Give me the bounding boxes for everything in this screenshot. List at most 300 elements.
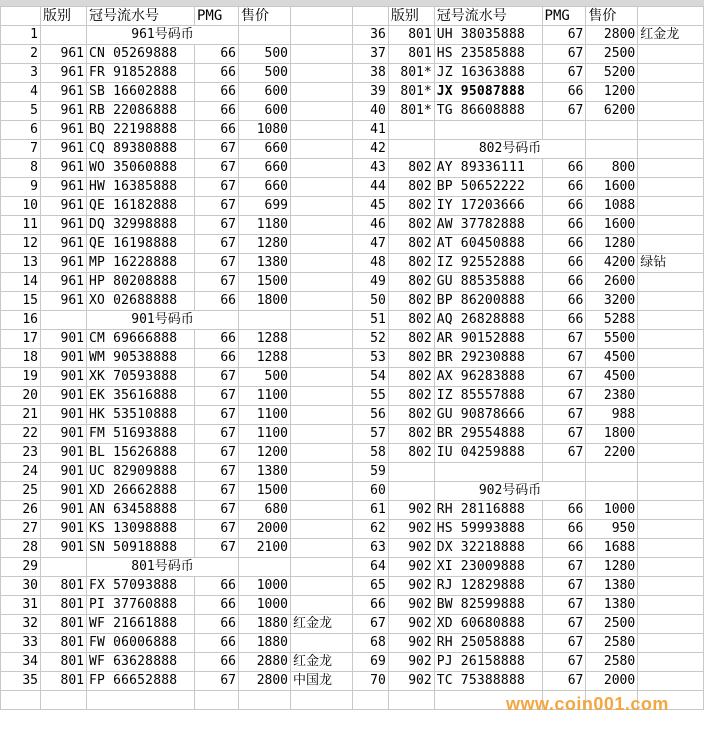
row-number[interactable]: 60	[353, 482, 389, 501]
note-cell[interactable]	[291, 349, 353, 368]
serial-cell[interactable]: SN 50918888	[87, 539, 195, 558]
serial-cell[interactable]: WF 63628888	[87, 653, 195, 672]
pmg-grade-cell[interactable]: 67	[542, 64, 586, 83]
pmg-grade-cell[interactable]: 67	[542, 102, 586, 121]
row-number[interactable]: 49	[353, 273, 389, 292]
note-cell[interactable]: 绿钻	[638, 254, 704, 273]
price-cell[interactable]	[586, 121, 638, 140]
pmg-grade-cell[interactable]: 67	[542, 672, 586, 691]
row-number[interactable]: 58	[353, 444, 389, 463]
price-cell[interactable]: 660	[239, 178, 291, 197]
note-cell[interactable]	[291, 482, 353, 501]
note-cell[interactable]	[638, 292, 704, 311]
pmg-grade-cell[interactable]: 66	[195, 653, 239, 672]
pmg-grade-cell[interactable]: 67	[195, 444, 239, 463]
price-cell[interactable]: 660	[239, 159, 291, 178]
note-cell[interactable]	[638, 45, 704, 64]
price-cell[interactable]: 1600	[586, 216, 638, 235]
note-cell[interactable]	[291, 178, 353, 197]
note-cell[interactable]	[291, 273, 353, 292]
serial-cell[interactable]: BP 86200888	[434, 292, 542, 311]
edition-cell[interactable]: 961	[41, 273, 87, 292]
row-number[interactable]: 41	[353, 121, 389, 140]
edition-cell[interactable]: 961	[41, 216, 87, 235]
serial-cell[interactable]: FM 51693888	[87, 425, 195, 444]
serial-cell[interactable]: XI 23009888	[434, 558, 542, 577]
note-cell[interactable]	[638, 159, 704, 178]
note-cell[interactable]	[291, 140, 353, 159]
serial-cell[interactable]: AY 89336111	[434, 159, 542, 178]
row-number[interactable]: 18	[1, 349, 41, 368]
edition-cell[interactable]: 901	[41, 501, 87, 520]
price-cell[interactable]	[586, 482, 638, 501]
row-number[interactable]: 14	[1, 273, 41, 292]
row-number[interactable]: 12	[1, 235, 41, 254]
note-cell[interactable]	[638, 273, 704, 292]
pmg-grade-cell[interactable]: 66	[195, 577, 239, 596]
pmg-grade-cell[interactable]: 67	[542, 653, 586, 672]
note-cell[interactable]: 中国龙	[291, 672, 353, 691]
row-number[interactable]: 17	[1, 330, 41, 349]
edition-cell[interactable]: 961	[41, 254, 87, 273]
empty-cell[interactable]	[195, 691, 239, 710]
price-cell[interactable]: 1000	[239, 577, 291, 596]
serial-cell[interactable]: XK 70593888	[87, 368, 195, 387]
row-number[interactable]: 1	[1, 26, 41, 45]
serial-cell[interactable]: MP 16228888	[87, 254, 195, 273]
edition-cell[interactable]: 961	[41, 235, 87, 254]
row-number[interactable]: 23	[1, 444, 41, 463]
pmg-grade-cell[interactable]: 67	[542, 558, 586, 577]
row-number[interactable]: 62	[353, 520, 389, 539]
note-cell[interactable]	[638, 463, 704, 482]
edition-cell[interactable]: 801	[41, 653, 87, 672]
serial-cell[interactable]	[434, 463, 542, 482]
price-cell[interactable]: 2200	[586, 444, 638, 463]
row-number[interactable]: 69	[353, 653, 389, 672]
serial-cell[interactable]: PI 37760888	[87, 596, 195, 615]
note-cell[interactable]	[638, 330, 704, 349]
row-number[interactable]: 36	[353, 26, 389, 45]
price-cell[interactable]: 2880	[239, 653, 291, 672]
serial-cell[interactable]: EK 35616888	[87, 387, 195, 406]
pmg-grade-cell[interactable]: 67	[195, 406, 239, 425]
pmg-grade-cell[interactable]: 67	[195, 672, 239, 691]
serial-cell[interactable]: AN 63458888	[87, 501, 195, 520]
price-cell[interactable]: 1500	[239, 273, 291, 292]
row-number[interactable]: 50	[353, 292, 389, 311]
edition-cell[interactable]: 801*	[388, 83, 434, 102]
price-cell[interactable]	[586, 140, 638, 159]
pmg-grade-cell[interactable]: 66	[195, 330, 239, 349]
price-cell[interactable]: 1288	[239, 330, 291, 349]
note-cell[interactable]	[291, 634, 353, 653]
row-number[interactable]: 63	[353, 539, 389, 558]
edition-cell[interactable]: 802	[388, 159, 434, 178]
pmg-grade-cell[interactable]: 67	[542, 368, 586, 387]
serial-cell[interactable]: AQ 26828888	[434, 311, 542, 330]
pmg-grade-cell[interactable]: 67	[542, 387, 586, 406]
serial-cell[interactable]: DX 32218888	[434, 539, 542, 558]
edition-cell[interactable]: 901	[41, 349, 87, 368]
pmg-grade-cell[interactable]: 67	[542, 577, 586, 596]
serial-cell[interactable]: WF 21661888	[87, 615, 195, 634]
price-cell[interactable]: 600	[239, 102, 291, 121]
serial-cell[interactable]: AR 90152888	[434, 330, 542, 349]
serial-cell[interactable]: AW 37782888	[434, 216, 542, 235]
price-cell[interactable]: 800	[586, 159, 638, 178]
serial-cell[interactable]: UH 38035888	[434, 26, 542, 45]
note-cell[interactable]	[638, 615, 704, 634]
price-cell[interactable]: 1280	[239, 235, 291, 254]
price-cell[interactable]: 2000	[239, 520, 291, 539]
note-cell[interactable]	[638, 577, 704, 596]
edition-cell[interactable]: 802	[388, 254, 434, 273]
edition-cell[interactable]: 802	[388, 273, 434, 292]
edition-cell[interactable]: 901	[41, 406, 87, 425]
edition-cell[interactable]: 902	[388, 615, 434, 634]
price-cell[interactable]: 1380	[586, 596, 638, 615]
price-cell[interactable]: 2600	[586, 273, 638, 292]
pmg-grade-cell[interactable]: 66	[195, 102, 239, 121]
row-number[interactable]: 48	[353, 254, 389, 273]
edition-cell[interactable]: 961	[41, 140, 87, 159]
price-cell[interactable]: 4500	[586, 349, 638, 368]
note-cell[interactable]	[291, 83, 353, 102]
serial-cell[interactable]: XD 26662888	[87, 482, 195, 501]
price-cell[interactable]: 2800	[239, 672, 291, 691]
row-number[interactable]: 42	[353, 140, 389, 159]
row-number[interactable]: 11	[1, 216, 41, 235]
serial-cell[interactable]	[434, 121, 542, 140]
note-cell[interactable]	[291, 520, 353, 539]
serial-cell[interactable]: CN 05269888	[87, 45, 195, 64]
edition-cell[interactable]: 901	[41, 368, 87, 387]
pmg-grade-cell[interactable]: 67	[542, 45, 586, 64]
price-cell[interactable]: 4200	[586, 254, 638, 273]
price-cell[interactable]: 2100	[239, 539, 291, 558]
pmg-grade-cell[interactable]: 66	[542, 539, 586, 558]
price-cell[interactable]: 1080	[239, 121, 291, 140]
header-serial[interactable]: 冠号流水号	[87, 7, 195, 26]
row-number[interactable]: 40	[353, 102, 389, 121]
price-cell[interactable]: 2800	[586, 26, 638, 45]
row-number[interactable]: 56	[353, 406, 389, 425]
note-cell[interactable]	[638, 634, 704, 653]
serial-cell[interactable]: JX 95087888	[434, 83, 542, 102]
edition-cell[interactable]: 801	[41, 615, 87, 634]
note-cell[interactable]	[291, 577, 353, 596]
row-number[interactable]: 15	[1, 292, 41, 311]
price-cell[interactable]: 1688	[586, 539, 638, 558]
row-number[interactable]: 10	[1, 197, 41, 216]
serial-cell[interactable]: GU 90878666	[434, 406, 542, 425]
note-cell[interactable]	[291, 197, 353, 216]
edition-cell[interactable]: 802	[388, 349, 434, 368]
note-cell[interactable]: 红金龙	[291, 653, 353, 672]
edition-cell[interactable]: 901	[41, 444, 87, 463]
pmg-grade-cell[interactable]: 66	[195, 83, 239, 102]
serial-cell[interactable]: AT 60450888	[434, 235, 542, 254]
edition-cell[interactable]: 961	[41, 178, 87, 197]
serial-cell[interactable]: QE 16198888	[87, 235, 195, 254]
pmg-grade-cell[interactable]: 67	[195, 501, 239, 520]
serial-cell[interactable]: HS 59993888	[434, 520, 542, 539]
note-cell[interactable]	[291, 216, 353, 235]
edition-cell[interactable]: 802	[388, 311, 434, 330]
row-number[interactable]: 47	[353, 235, 389, 254]
serial-cell[interactable]: JZ 16363888	[434, 64, 542, 83]
price-cell[interactable]: 1100	[239, 406, 291, 425]
price-cell[interactable]: 5288	[586, 311, 638, 330]
pmg-grade-cell[interactable]: 67	[195, 463, 239, 482]
pmg-grade-cell[interactable]: 66	[542, 273, 586, 292]
price-cell[interactable]: 680	[239, 501, 291, 520]
pmg-grade-cell[interactable]: 67	[542, 634, 586, 653]
price-cell[interactable]	[239, 311, 291, 330]
edition-cell[interactable]: 902	[388, 501, 434, 520]
price-cell[interactable]: 1880	[239, 634, 291, 653]
pmg-grade-cell[interactable]	[542, 121, 586, 140]
pmg-grade-cell[interactable]: 67	[542, 330, 586, 349]
price-cell[interactable]: 1280	[586, 558, 638, 577]
header-price[interactable]: 售价	[239, 7, 291, 26]
price-cell[interactable]: 1088	[586, 197, 638, 216]
row-number[interactable]: 24	[1, 463, 41, 482]
row-number[interactable]: 31	[1, 596, 41, 615]
row-number[interactable]: 21	[1, 406, 41, 425]
note-cell[interactable]	[638, 558, 704, 577]
note-cell[interactable]	[291, 159, 353, 178]
section-title[interactable]: 902号码币	[434, 482, 586, 501]
note-cell[interactable]	[638, 235, 704, 254]
pmg-grade-cell[interactable]: 66	[195, 292, 239, 311]
note-cell[interactable]	[638, 444, 704, 463]
row-number[interactable]: 44	[353, 178, 389, 197]
header-blank[interactable]	[1, 7, 41, 26]
note-cell[interactable]	[291, 596, 353, 615]
serial-cell[interactable]: WM 90538888	[87, 349, 195, 368]
edition-cell[interactable]: 802	[388, 292, 434, 311]
section-title[interactable]: 801号码币	[87, 558, 239, 577]
empty-cell[interactable]	[239, 691, 291, 710]
price-cell[interactable]: 5500	[586, 330, 638, 349]
price-cell[interactable]: 988	[586, 406, 638, 425]
edition-cell[interactable]: 901	[41, 520, 87, 539]
pmg-grade-cell[interactable]: 66	[542, 520, 586, 539]
serial-cell[interactable]: TC 75388888	[434, 672, 542, 691]
row-number[interactable]: 68	[353, 634, 389, 653]
edition-cell[interactable]: 801	[41, 634, 87, 653]
row-number[interactable]: 35	[1, 672, 41, 691]
empty-cell[interactable]	[1, 691, 41, 710]
row-number[interactable]: 22	[1, 425, 41, 444]
price-cell[interactable]: 1800	[586, 425, 638, 444]
edition-cell[interactable]: 802	[388, 406, 434, 425]
note-cell[interactable]	[291, 330, 353, 349]
pmg-grade-cell[interactable]: 66	[195, 121, 239, 140]
note-cell[interactable]	[291, 539, 353, 558]
pmg-grade-cell[interactable]: 66	[542, 501, 586, 520]
empty-cell[interactable]	[353, 691, 389, 710]
pmg-grade-cell[interactable]: 66	[542, 197, 586, 216]
price-cell[interactable]: 1000	[239, 596, 291, 615]
serial-cell[interactable]: IZ 85557888	[434, 387, 542, 406]
serial-cell[interactable]: FX 57093888	[87, 577, 195, 596]
note-cell[interactable]	[291, 368, 353, 387]
row-number[interactable]: 65	[353, 577, 389, 596]
row-number[interactable]: 38	[353, 64, 389, 83]
section-title[interactable]: 901号码币	[87, 311, 239, 330]
edition-cell[interactable]: 961	[41, 292, 87, 311]
edition-cell[interactable]: 902	[388, 558, 434, 577]
serial-cell[interactable]: FP 66652888	[87, 672, 195, 691]
pmg-grade-cell[interactable]: 66	[542, 178, 586, 197]
note-cell[interactable]	[291, 121, 353, 140]
edition-cell[interactable]: 801	[41, 596, 87, 615]
price-cell[interactable]: 699	[239, 197, 291, 216]
serial-cell[interactable]: RH 28116888	[434, 501, 542, 520]
empty-cell[interactable]	[388, 691, 434, 710]
row-number[interactable]: 4	[1, 83, 41, 102]
header-serial[interactable]: 冠号流水号	[434, 7, 542, 26]
note-cell[interactable]	[291, 292, 353, 311]
edition-cell[interactable]	[41, 558, 87, 577]
edition-cell[interactable]: 961	[41, 64, 87, 83]
edition-cell[interactable]: 902	[388, 596, 434, 615]
price-cell[interactable]: 1200	[586, 83, 638, 102]
price-cell[interactable]: 500	[239, 64, 291, 83]
note-cell[interactable]	[638, 64, 704, 83]
serial-cell[interactable]: QE 16182888	[87, 197, 195, 216]
edition-cell[interactable]	[388, 463, 434, 482]
pmg-grade-cell[interactable]: 66	[195, 45, 239, 64]
row-number[interactable]: 67	[353, 615, 389, 634]
header-edition[interactable]: 版别	[388, 7, 434, 26]
price-cell[interactable]: 4500	[586, 368, 638, 387]
header-edition[interactable]: 版别	[41, 7, 87, 26]
section-title[interactable]: 802号码币	[434, 140, 586, 159]
price-cell[interactable]: 1380	[239, 463, 291, 482]
edition-cell[interactable]: 902	[388, 539, 434, 558]
edition-cell[interactable]	[41, 26, 87, 45]
edition-cell[interactable]: 801	[41, 577, 87, 596]
row-number[interactable]: 57	[353, 425, 389, 444]
pmg-grade-cell[interactable]: 67	[195, 273, 239, 292]
price-cell[interactable]: 600	[239, 83, 291, 102]
price-cell[interactable]: 3200	[586, 292, 638, 311]
serial-cell[interactable]: HW 16385888	[87, 178, 195, 197]
pmg-grade-cell[interactable]: 67	[195, 387, 239, 406]
note-cell[interactable]	[638, 368, 704, 387]
edition-cell[interactable]	[388, 121, 434, 140]
row-number[interactable]: 32	[1, 615, 41, 634]
serial-cell[interactable]: XO 02688888	[87, 292, 195, 311]
pmg-grade-cell[interactable]: 67	[195, 197, 239, 216]
note-cell[interactable]	[638, 539, 704, 558]
pmg-grade-cell[interactable]: 66	[542, 292, 586, 311]
price-cell[interactable]: 5200	[586, 64, 638, 83]
edition-cell[interactable]: 802	[388, 444, 434, 463]
price-cell[interactable]: 1100	[239, 425, 291, 444]
note-cell[interactable]	[638, 349, 704, 368]
note-cell[interactable]	[638, 102, 704, 121]
note-cell[interactable]	[291, 406, 353, 425]
empty-cell[interactable]	[87, 691, 195, 710]
row-number[interactable]: 20	[1, 387, 41, 406]
row-number[interactable]: 27	[1, 520, 41, 539]
row-number[interactable]: 19	[1, 368, 41, 387]
row-number[interactable]: 52	[353, 330, 389, 349]
note-cell[interactable]	[638, 482, 704, 501]
edition-cell[interactable]: 801	[388, 45, 434, 64]
row-number[interactable]: 3	[1, 64, 41, 83]
row-number[interactable]: 51	[353, 311, 389, 330]
serial-cell[interactable]: SB 16602888	[87, 83, 195, 102]
note-cell[interactable]	[291, 558, 353, 577]
note-cell[interactable]	[638, 501, 704, 520]
note-cell[interactable]	[638, 520, 704, 539]
price-cell[interactable]: 1600	[586, 178, 638, 197]
note-cell[interactable]	[291, 444, 353, 463]
header-note-blank[interactable]	[291, 7, 353, 26]
serial-cell[interactable]: TG 86608888	[434, 102, 542, 121]
price-cell[interactable]	[239, 26, 291, 45]
row-number[interactable]: 54	[353, 368, 389, 387]
edition-cell[interactable]: 961	[41, 102, 87, 121]
pmg-grade-cell[interactable]: 67	[195, 368, 239, 387]
pmg-grade-cell[interactable]: 66	[542, 311, 586, 330]
edition-cell[interactable]: 802	[388, 178, 434, 197]
pmg-grade-cell[interactable]: 66	[195, 596, 239, 615]
serial-cell[interactable]: FR 91852888	[87, 64, 195, 83]
price-cell[interactable]: 2580	[586, 653, 638, 672]
serial-cell[interactable]: DQ 32998888	[87, 216, 195, 235]
edition-cell[interactable]: 961	[41, 197, 87, 216]
note-cell[interactable]	[638, 121, 704, 140]
price-cell[interactable]: 1380	[586, 577, 638, 596]
note-cell[interactable]	[291, 45, 353, 64]
row-number[interactable]: 66	[353, 596, 389, 615]
note-cell[interactable]	[291, 26, 353, 45]
pmg-grade-cell[interactable]: 67	[542, 615, 586, 634]
row-number[interactable]: 46	[353, 216, 389, 235]
price-cell[interactable]: 500	[239, 45, 291, 64]
edition-cell[interactable]	[388, 482, 434, 501]
section-title[interactable]: 961号码币	[87, 26, 239, 45]
row-number[interactable]: 9	[1, 178, 41, 197]
serial-cell[interactable]: BQ 22198888	[87, 121, 195, 140]
row-number[interactable]: 28	[1, 539, 41, 558]
pmg-grade-cell[interactable]: 66	[195, 64, 239, 83]
price-cell[interactable]: 1180	[239, 216, 291, 235]
serial-cell[interactable]: BL 15626888	[87, 444, 195, 463]
edition-cell[interactable]	[388, 140, 434, 159]
pmg-grade-cell[interactable]: 67	[542, 425, 586, 444]
note-cell[interactable]	[291, 387, 353, 406]
note-cell[interactable]	[291, 235, 353, 254]
serial-cell[interactable]: RH 25058888	[434, 634, 542, 653]
row-number[interactable]: 45	[353, 197, 389, 216]
row-number[interactable]: 5	[1, 102, 41, 121]
note-cell[interactable]: 红金龙	[638, 26, 704, 45]
pmg-grade-cell[interactable]: 67	[542, 444, 586, 463]
price-cell[interactable]	[586, 463, 638, 482]
price-cell[interactable]	[239, 558, 291, 577]
header-note-blank[interactable]	[638, 7, 704, 26]
pmg-grade-cell[interactable]: 66	[542, 235, 586, 254]
price-cell[interactable]: 1100	[239, 387, 291, 406]
